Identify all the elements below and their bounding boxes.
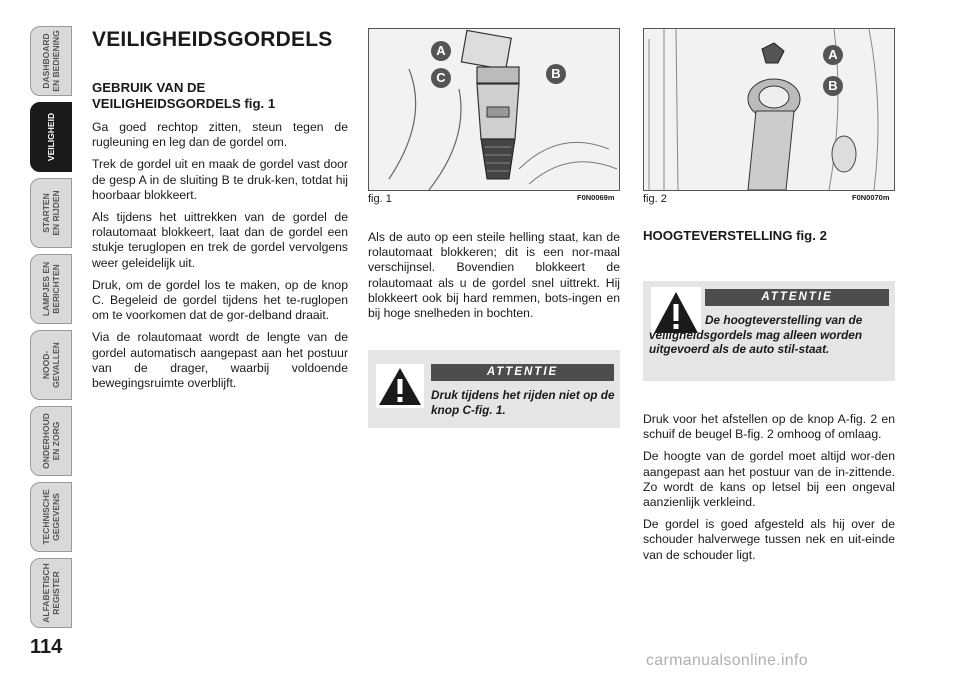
warning-heading: ATTENTIE <box>431 364 614 381</box>
warning-box-2 <box>643 281 895 381</box>
column-3 <box>643 228 895 252</box>
figure-2-caption: fig. 2 <box>643 193 667 205</box>
tab-label: ONDERHOUD EN ZORG <box>41 413 61 469</box>
tab-noodgevallen[interactable] <box>30 330 72 400</box>
tab-lampjes[interactable] <box>30 254 72 324</box>
callout-label: B <box>828 78 838 93</box>
figure-1-caption: fig. 1 <box>368 193 392 205</box>
callout-a-fig1 <box>431 41 451 61</box>
tab-technische[interactable] <box>30 482 72 552</box>
tab-label: VEILIGHEID <box>46 112 56 162</box>
column-3-body <box>643 412 895 570</box>
warning-text: De hoogteverstelling van de veiligheidsgordels mag alleen worden uitgevoerd als de auto stil-staat. <box>649 313 863 356</box>
paragraph: Druk, om de gordel los te maken, op de knop C. Begeleid de gordel tijdens het te-ruglopen om te voorkomen dat de gor-delband draait. <box>92 277 348 323</box>
figure-1-code: F0N0069m <box>577 193 615 202</box>
tab-label: TECHNISCHE GEGEVENS <box>41 489 61 545</box>
paragraph: Trek de gordel uit en maak de gordel vast door de gesp A in de sluiting B te druk-ken, totdat hij hoorbaar blokkeert. <box>92 157 348 202</box>
paragraph: De hoogte van de gordel moet altijd wor-den aangepast aan het postuur van de in-zittende. Zo wordt de kans op letsel bij een ongeval aanzienlijk verkleind. <box>643 449 895 510</box>
section-subtitle: HOOGTEVERSTELLING fig. 2 <box>643 228 827 243</box>
page-title: VEILIGHEIDSGORDELS <box>92 28 333 51</box>
tab-starten[interactable] <box>30 178 72 248</box>
tab-label: DASHBOARD EN BEDIENING <box>41 30 61 92</box>
tab-dashboard[interactable] <box>30 26 72 96</box>
paragraph: Als de auto op een steile helling staat, kan de rolautomaat blokkeren; dit is een nor-maal verschijnsel. Bovendien blokkeert de rolautomaat als u de gordel snel uittrekt. Hij blokkeert ook bij hard remmen, bots-ingen en bij hoge snelheden in bochten. <box>368 230 620 321</box>
paragraph: De gordel is goed afgesteld als hij over de schouder halverwege tussen nek en uit-einde van de schouder ligt. <box>643 517 895 562</box>
paragraph: Ga goed rechtop zitten, steun tegen de rugleuning en leg dan de gordel om. <box>92 120 348 150</box>
tab-onderhoud[interactable] <box>30 406 72 476</box>
callout-b-fig1 <box>546 64 566 84</box>
paragraph: Als tijdens het uittrekken van de gordel de rolautomaat blokkeert, laat dan de gordel een stukje teruglopen en trek de gordel vervolgens weer geleidelijk uit. <box>92 210 348 270</box>
page-number: 114 <box>30 636 63 658</box>
callout-b-fig2 <box>823 76 843 96</box>
warning-triangle-icon <box>376 364 424 408</box>
warning-text: Druk tijdens het rijden niet op de knop C-fig. 1. <box>431 388 615 417</box>
callout-c-fig1 <box>431 68 451 88</box>
tab-label: NOOD- GEVALLEN <box>41 342 61 388</box>
buckle-illustration <box>369 29 619 190</box>
paragraph: Via de rolautomaat wordt de lengte van de gordel automatisch aangepast aan het postuur van de drager, waarbij voldoende bewegingsruimte overblijft. <box>92 330 348 391</box>
tab-label: ALFABETISCH REGISTER <box>41 563 61 623</box>
section-subtitle: GEBRUIK VAN DE VEILIGHEIDSGORDELS fig. 1 <box>92 80 276 111</box>
callout-label: A <box>828 47 838 62</box>
paragraph: Druk voor het afstellen op de knop A-fig. 2 en schuif de beugel B-fig. 2 omhoog of omlaag. <box>643 412 895 442</box>
warning-box-1 <box>368 350 620 428</box>
height-adjuster-illustration <box>644 29 894 190</box>
column-1 <box>92 28 348 398</box>
figure-2-code: F0N0070m <box>852 193 890 202</box>
tab-label: LAMPJES EN BERICHTEN <box>41 261 61 317</box>
figure-1-seatbelt-buckle <box>368 28 620 191</box>
tab-veiligheid[interactable] <box>30 102 72 172</box>
tab-label: STARTEN EN RIJDEN <box>41 190 61 236</box>
callout-label: A <box>436 43 446 58</box>
watermark: carmanualsonline.info <box>646 652 808 669</box>
callout-label: C <box>436 70 446 85</box>
figure-2-height-adjuster <box>643 28 895 191</box>
callout-label: B <box>551 66 561 81</box>
column-2 <box>368 230 620 328</box>
callout-a-fig2 <box>823 45 843 65</box>
warning-heading: ATTENTIE <box>705 289 889 306</box>
tab-register[interactable] <box>30 558 72 628</box>
